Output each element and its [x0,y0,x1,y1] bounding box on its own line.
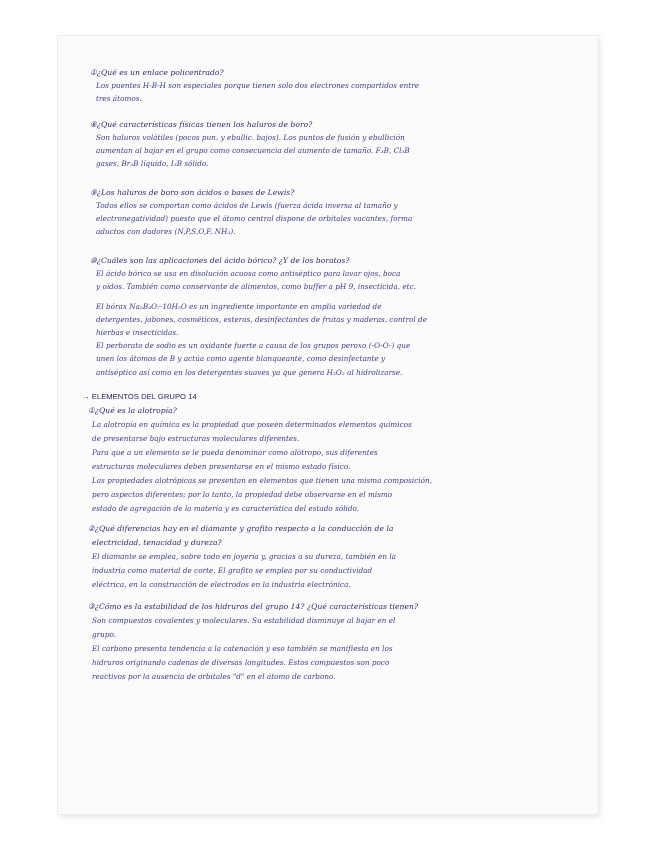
question-2-heading-cont: electricidad, tenacidad y dureza? [92,538,222,547]
answer-line: Son haluros volátiles (pocos pun. y ebullic. bajos). Los puntos de fusión y ebullición [96,133,405,142]
answer-line: eléctrica, en la construcción de electrodos en la industria electrónica. [92,580,351,589]
answer-line: aductos con dadores (N,P,S,O,F, NH₃). [96,227,236,236]
answer-line: hidruros originando cadenas de diversas longitudes. Estos compuestos son poco [92,658,390,667]
answer-line: y oídos. También como conservante de alimentos, como buffer a pH 9, insecticida, etc. [96,282,417,291]
answer-line: estado de agregación de la materia y es característica del estado sólido. [92,504,360,513]
question-7-heading: ①¿Qué es un enlace policentrado? [90,68,224,77]
question-3-heading: ③¿Cómo es la estabilidad de los hidruros del grupo 14? ¿Qué características tienen? [88,602,419,611]
answer-line: antiséptico así como en los detergentes suaves ya que genera H₂O₂ al hidrolizarse. [96,368,403,377]
answer-line: grupo. [92,630,117,639]
answer-line: La alotropía en química es la propiedad que poseen determinados elementos químicos [92,420,412,429]
answer-line: Los puentes H-B-H son especiales porque tienen solo dos electrones compartidos entre [96,81,420,90]
answer-line: Todos ellos se comportan como ácidos de Lewis (fuerza ácida inversa al tamaño y [96,201,398,210]
question-1-heading: ①¿Qué es la alotropía? [88,406,177,415]
answer-line: detergentes, jabones, cosméticos, esteras, desinfectantes de frutas y maderas, control de [96,315,428,324]
answer-line: tres átomos. [96,94,142,103]
answer-line: Para que a un elemento se le pueda denominar como alótropo, sus diferentes [92,448,378,457]
answer-line: El ácido bórico se usa en disolución acuosa como antiséptico para lavar ojos, boca [96,269,401,278]
answer-line: pero aspectos diferentes; por lo tanto, la propiedad debe observarse en el mismo [92,490,393,499]
question-2-heading: ②¿Qué diferencias hay en el diamante y grafito respecto a la conducción de la [88,524,394,533]
question-9-heading: ⑨¿Los haluros de boro son ácidos o bases de Lewis? [90,188,295,197]
answer-line: gases, Br₃B líquido, I₃B sólido. [96,159,209,168]
answer-line: El diamante se emplea, sobre todo en joyería y, gracias a su dureza, también en la [92,552,397,561]
section-heading-group-14: → ELEMENTOS DEL GRUPO 14 [82,392,197,401]
answer-line: hierbas e insecticidas. [96,328,179,337]
answer-line: de presentarse bajo estructuras moleculares diferentes. [92,434,300,443]
answer-line: unen los átomos de B y actúa como agente blanqueante, como desinfectante y [96,354,386,363]
question-10-heading: ⑩¿Cuáles son las aplicaciones del ácido bórico? ¿Y de los boratos? [90,256,350,265]
answer-line: Son compuestos covalentes y moleculares. Su estabilidad disminuye al bajar en el [92,616,396,625]
answer-line: electronegatividad) puesto que el átomo central dispone de orbitales vacantes, forma [96,214,413,223]
answer-line: estructuras moleculares deben presentarse en el mismo estado físico. [92,462,351,471]
question-8-heading: ⑧¿Qué características físicas tienen los haluros de boro? [90,120,313,129]
answer-line: reactivos por la ausencia de orbitales "d" en el átomo de carbono. [92,672,336,681]
answer-line: El perborato de sodio es un oxidante fuerte a causa de los grupos peroxo (-O-O-) que [96,341,411,350]
answer-line: El bórax Na₂B₄O₇·10H₂O es un ingrediente importante en amplia variedad de [96,302,382,311]
notebook-page [58,36,598,814]
answer-line: El carbono presenta tendencia a la catenación y eso también se manifiesta en los [92,644,393,653]
answer-line: Las propiedades alotrópicas se presentan en elementos que tienen una misma composición, [92,476,433,485]
answer-line: industria como material de corte. El grafito se emplea por su conductividad [92,566,373,575]
answer-line: aumentan al bajar en el grupo como consecuencia del aumento de tamaño. F₃B, Cl₃B [96,146,410,155]
